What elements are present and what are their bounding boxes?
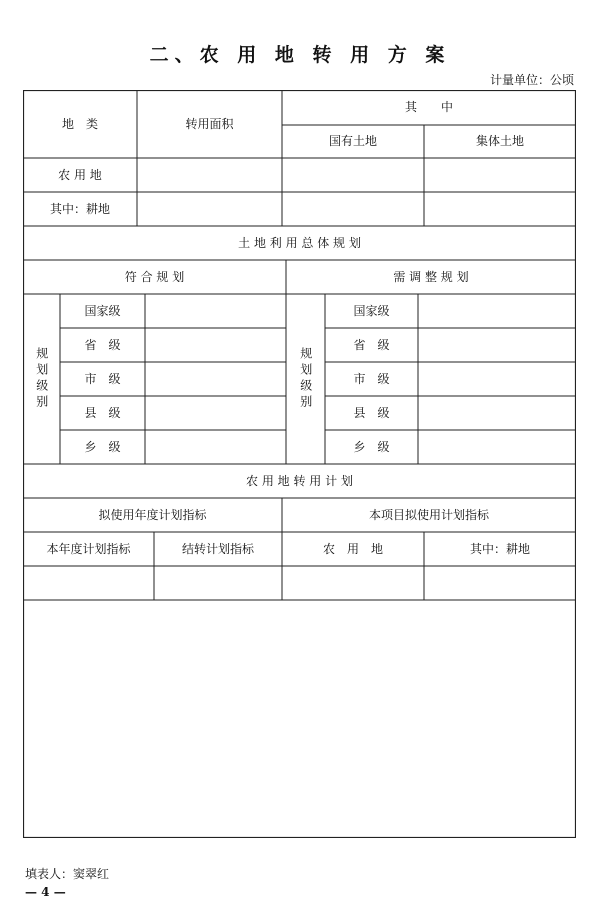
row-label-farmland: 农 用 地: [58, 167, 102, 182]
filled-by: 填表人：窦翠红: [25, 867, 110, 881]
compliant-level-city: 市 级: [84, 371, 121, 386]
project-farmland-cell[interactable]: [282, 566, 424, 600]
compliant-plan-heading: 符 合 规 划: [124, 269, 185, 284]
this-year-indicator-cell[interactable]: [23, 566, 154, 600]
arable-collective-cell[interactable]: [424, 192, 576, 226]
page-title: 二、农 用 地 转 用 方 案: [149, 44, 451, 66]
carried-over-indicator-cell[interactable]: [154, 566, 282, 600]
header-conversion-area: 转用面积: [185, 116, 234, 131]
this-year-indicator-heading: 本年度计划指标: [46, 541, 131, 556]
header-collective-land: 集体土地: [475, 134, 524, 149]
adjust-level-county: 县 级: [353, 405, 390, 420]
adjust-level-city: 市 级: [353, 371, 390, 386]
compliant-level-township: 乡 级: [84, 439, 121, 454]
blank-notes-area[interactable]: [23, 600, 576, 838]
header-land-type: 地 类: [61, 116, 98, 131]
header-state-land: 国有土地: [328, 134, 377, 149]
compliant-level-county: 县 级: [84, 405, 121, 420]
header-of-which: 其 中: [404, 100, 453, 115]
project-arable-cell[interactable]: [424, 566, 576, 600]
project-farmland-heading: 农 用 地: [322, 541, 383, 556]
planning-section-title: 土 地 利 用 总 体 规 划: [238, 235, 361, 250]
arable-area-cell[interactable]: [137, 192, 282, 226]
arable-state-cell[interactable]: [282, 192, 424, 226]
adjust-level-province: 省 级: [353, 337, 390, 352]
project-arable-heading: 其中：耕地: [469, 541, 530, 556]
compliant-level-label: 规划级别: [34, 347, 49, 411]
compliant-level-province: 省 级: [84, 337, 121, 352]
conversion-plan-title: 农 用 地 转 用 计 划: [246, 473, 353, 488]
row-label-arable: 其中：耕地: [49, 201, 110, 216]
adjust-level-label: 规划级别: [298, 347, 313, 411]
needs-adjust-plan-heading: 需 调 整 规 划: [393, 269, 469, 284]
annual-indicator-heading: 拟使用年度计划指标: [98, 507, 207, 522]
farmland-state-cell[interactable]: [282, 158, 424, 192]
adjust-level-national: 国家级: [353, 303, 390, 318]
project-indicator-heading: 本项目拟使用计划指标: [368, 507, 489, 522]
farmland-collective-cell[interactable]: [424, 158, 576, 192]
compliant-level-national: 国家级: [84, 303, 121, 318]
unit-note: 计量单位：公顷: [489, 73, 574, 87]
page-number: — 4 —: [25, 885, 66, 899]
farmland-area-cell[interactable]: [137, 158, 282, 192]
carried-over-indicator-heading: 结转计划指标: [181, 541, 254, 556]
conversion-form-table: [23, 90, 576, 838]
adjust-level-township: 乡 级: [353, 439, 390, 454]
